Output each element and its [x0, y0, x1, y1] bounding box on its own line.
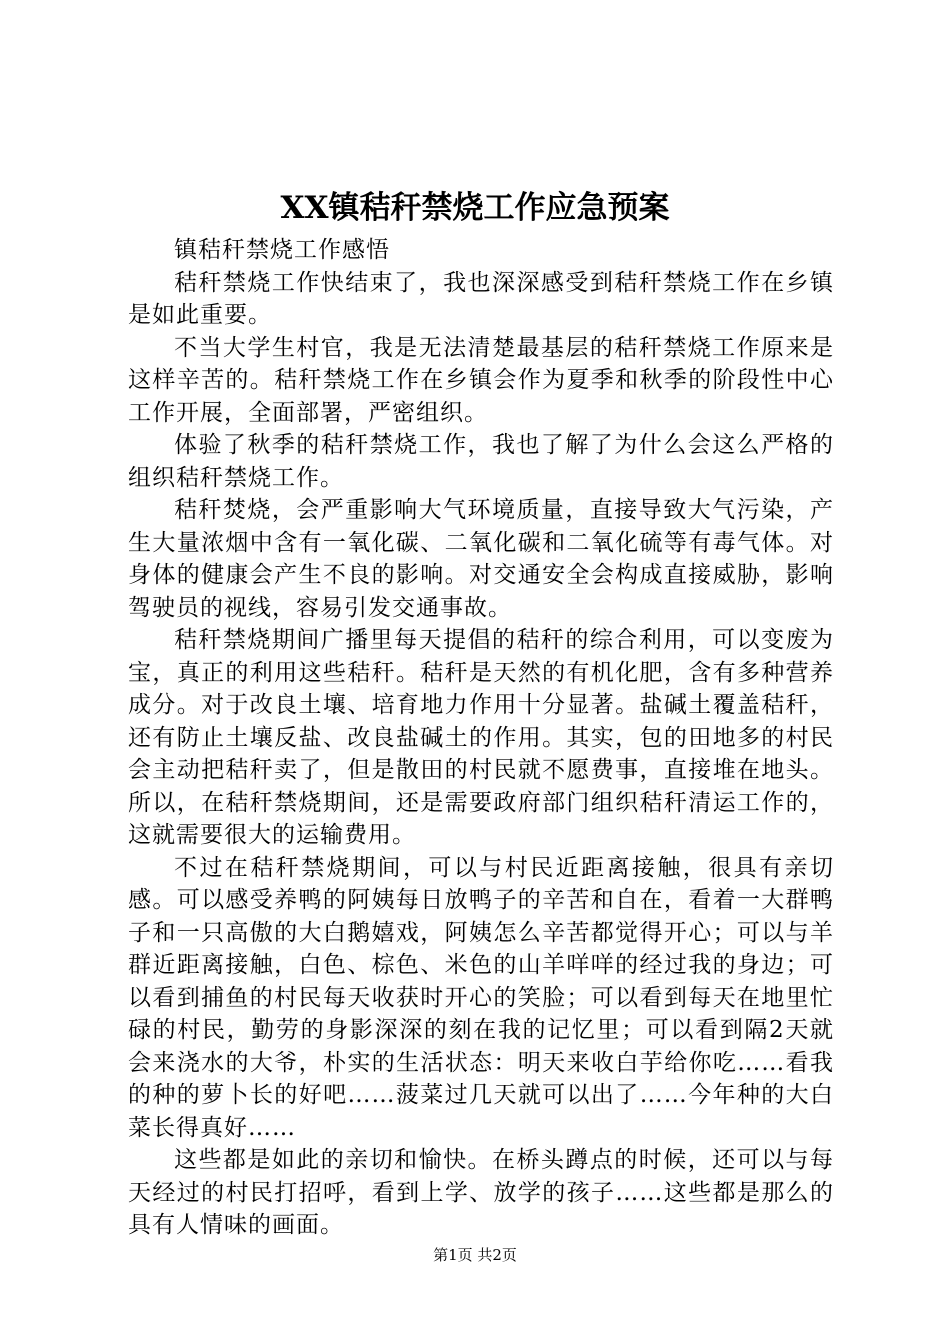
page-footer: 第1页 共2页 — [433, 1246, 517, 1264]
paragraph-4: 秸秆焚烧，会严重影响大气环境质量，直接导致大气污染，产生大量浓烟中含有一氧化碳、二氧化碳和二氧化硫等有毒气体。对身体的健康会产生不良的影响。对交通安全会构成直接威胁，影响驾驶员的视线，容易引发交通事故。 — [128, 497, 834, 621]
document-body — [128, 234, 834, 1242]
paragraph-5: 秸秆禁烧期间广播里每天提倡的秸秆的综合利用，可以变废为宝，真正的利用这些秸秆。秸秆是天然的有机化肥，含有多种营养成分。对于改良土壤、培育地力作用十分显著。盐碱土覆盖秸秆，还有防止土壤反盐、改良盐碱土的作用。其实，包的田地多的村民会主动把秸秆卖了，但是散田的村民就不愿费事，直接堆在地头。所以，在秸秆禁烧期间，还是需要政府部门组织秸秆清运工作的，这就需要很大的运输费用。 — [128, 627, 834, 848]
paragraph-7: 这些都是如此的亲切和愉快。在桥头蹲点的时候，还可以与每天经过的村民打招呼，看到上学、放学的孩子……这些都是那么的具有人情味的画面。 — [128, 1147, 834, 1238]
paragraph-3: 体验了秋季的秸秆禁烧工作，我也了解了为什么会这么严格的组织秸秆禁烧工作。 — [128, 432, 834, 491]
paragraph-2: 不当大学生村官，我是无法清楚最基层的秸秆禁烧工作原来是这样辛苦的。秸秆禁烧工作在乡镇会作为夏季和秋季的阶段性中心工作开展，全面部署，严密组织。 — [128, 334, 834, 426]
paragraph-1: 秸秆禁烧工作快结束了，我也深深感受到秸秆禁烧工作在乡镇是如此重要。 — [128, 269, 834, 328]
paragraph-subtitle: 镇秸秆禁烧工作感悟 — [174, 237, 390, 263]
document-title: XX镇秸秆禁烧工作应急预案 — [280, 190, 670, 226]
paragraph-6: 不过在秸秆禁烧期间，可以与村民近距离接触，很具有亲切感。可以感受养鸭的阿姨每日放鸭子的辛苦和自在，看着一大群鸭子和一只高傲的大白鹅嬉戏，阿姨怎么辛苦都觉得开心；可以与羊群近距离接触，白色、棕色、米色的山羊咩咩的经过我的身边；可以看到捕鱼的村民每天收获时开心的笑脸；可以看到每天在地里忙碌的村民，勤劳的身影深深的刻在我的记忆里；可以看到隔2天就会来浇水的大爷，朴实的生活状态：明天来收白芋给你吃……看我的种的萝卜长的好吧……菠菜过几天就可以出了……今年种的大白菜长得真好…… — [128, 854, 834, 1141]
